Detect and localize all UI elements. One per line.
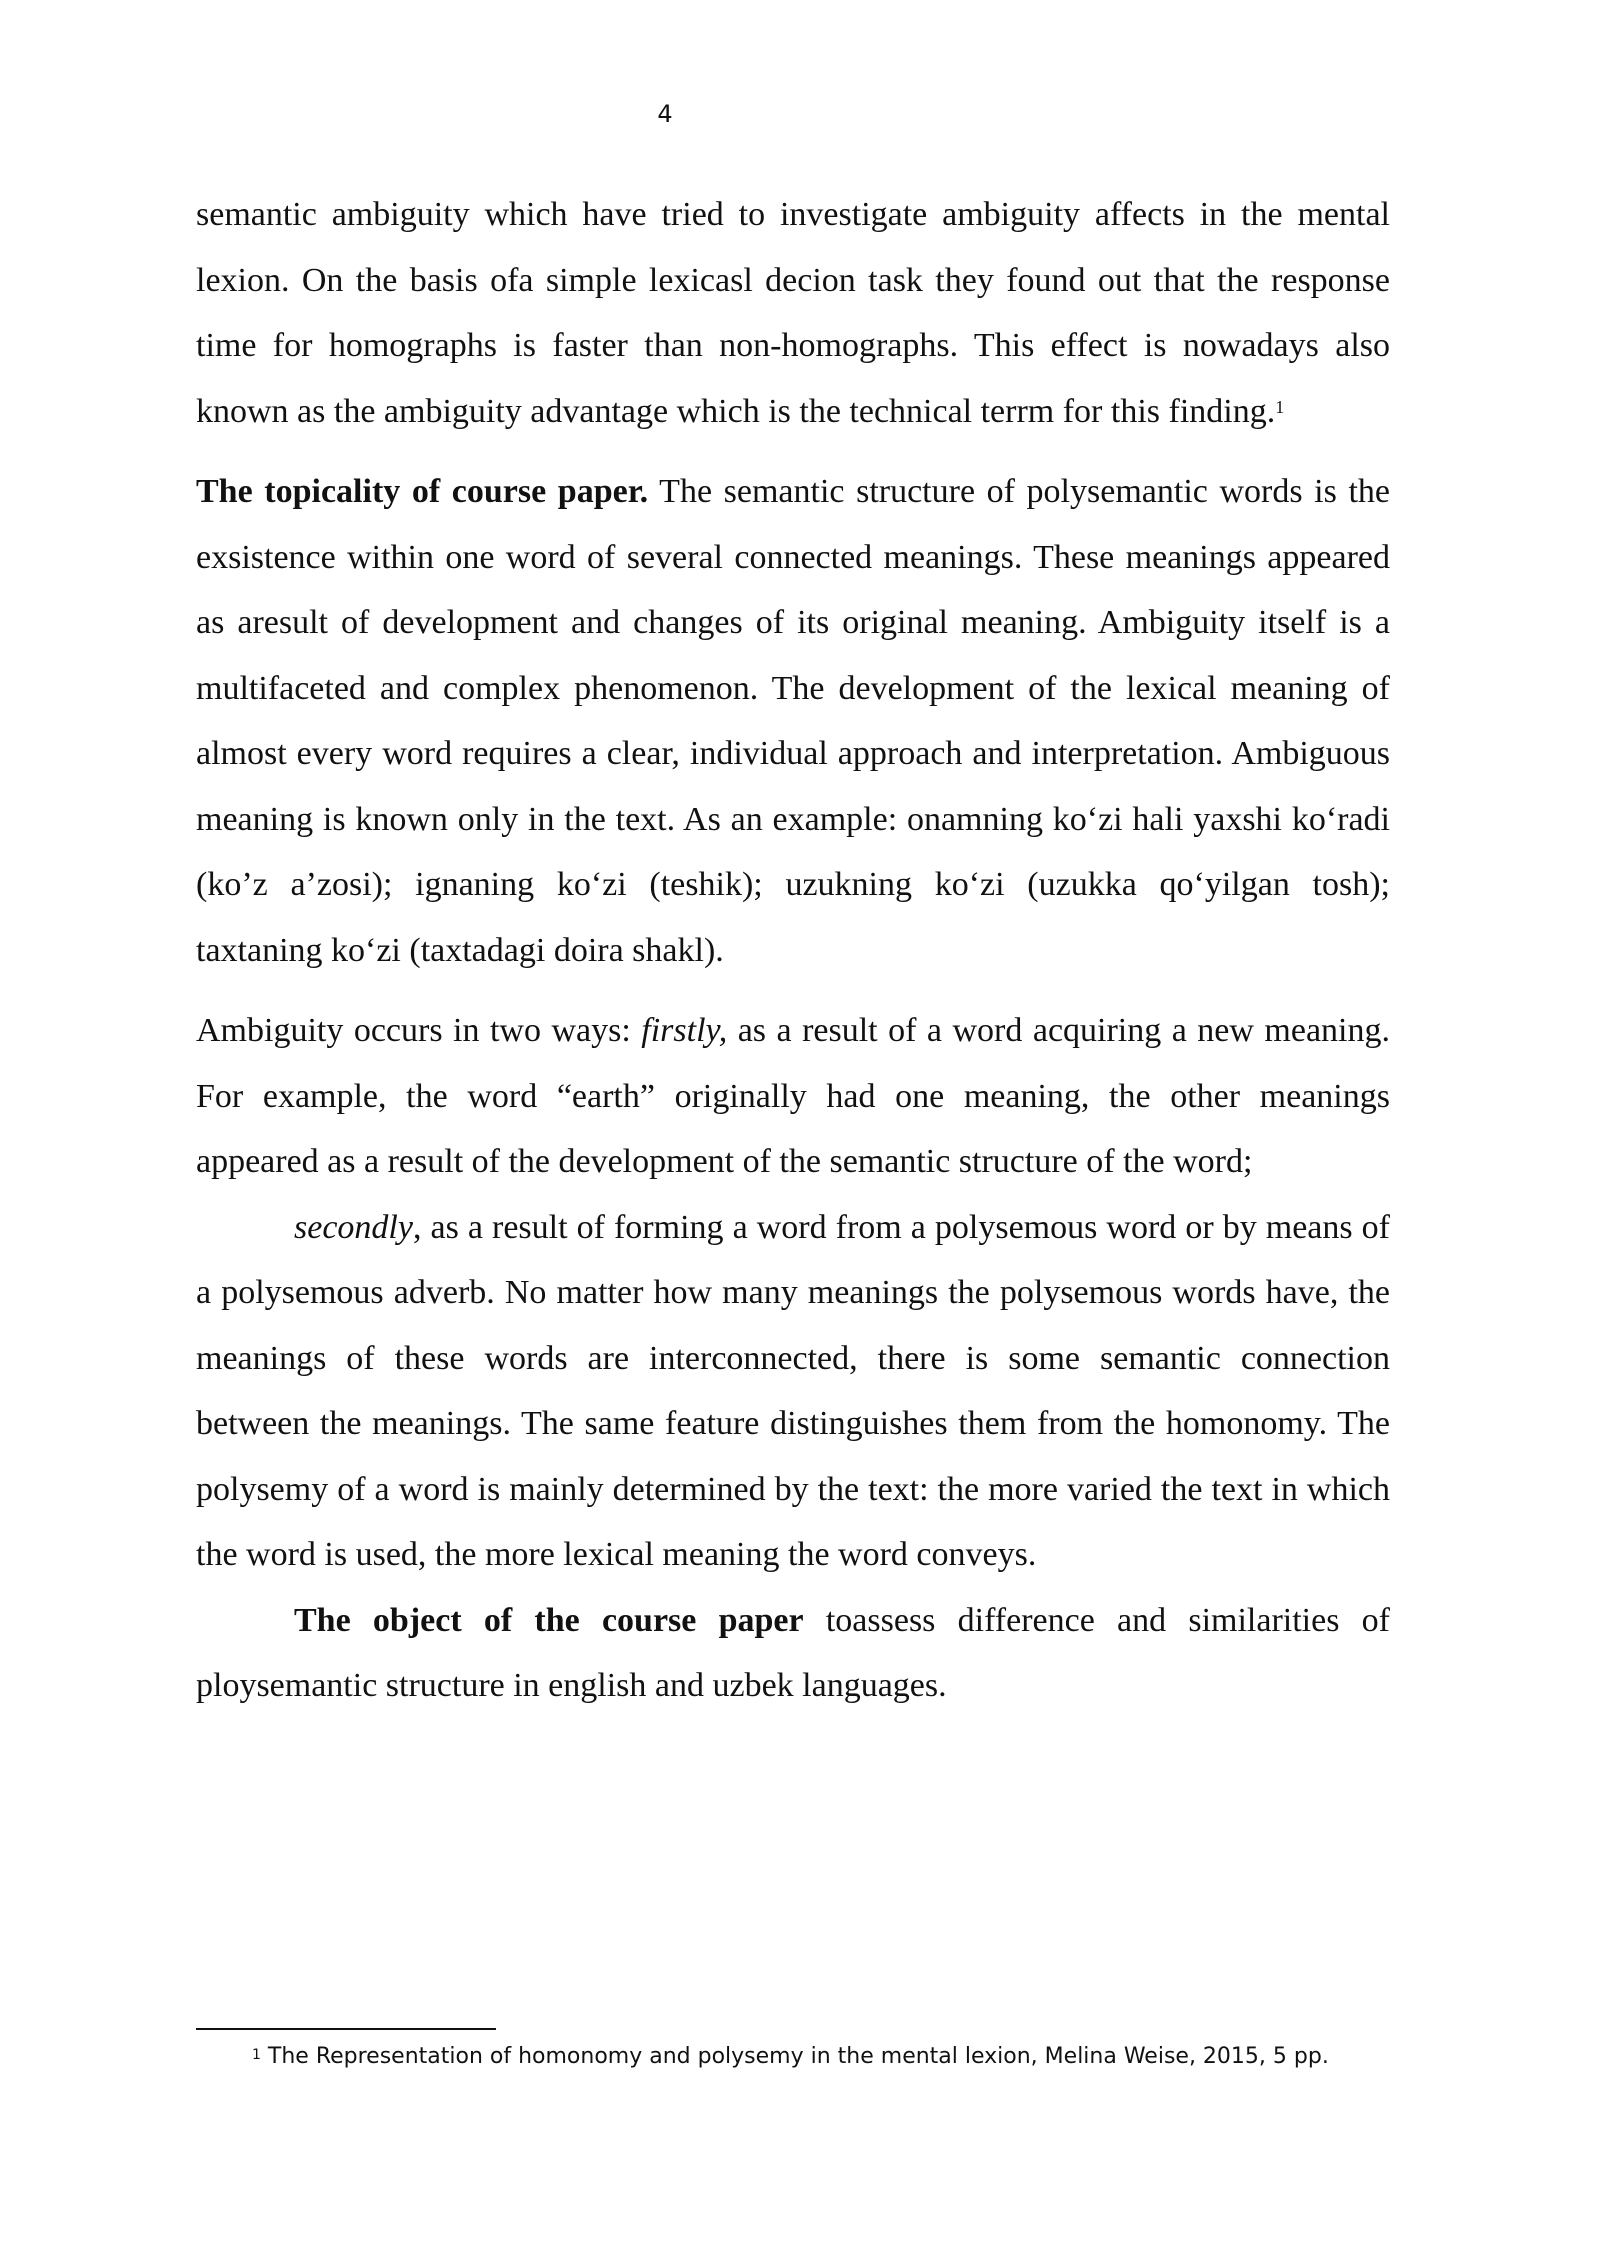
object-text: toassess difference and similarities of ploysemantic structure in english and uzbek languages. [196, 1601, 1390, 1704]
topicality-text: The semantic structure of polysemantic words is the exsistence within one word of several connected meanings. These meanings appeared as aresult of development and changes of its original meaning. Ambiguity itself is a multifaceted and complex phenomenon. The development of the lexical meaning of almost every word requires a clear, individual approach and interpretation. Ambiguous meaning is known only in the text. As an example: onamning ko‘zi hali yaxshi ko‘radi (ko’z a’zosi); ignaning ko‘zi (teshik); uzukning ko‘zi (uzukka qo‘yilgan tosh); taxtaning ko‘zi (taxtadagi doira shakl). [196, 473, 1390, 969]
topicality-heading: The topicality of course paper. [196, 473, 649, 510]
secondly-emphasis: secondly [294, 1208, 413, 1246]
footnote-reference: 1 [1275, 396, 1285, 417]
paragraph-ambiguity-ways [196, 998, 1390, 1195]
paragraph-object [196, 1588, 1390, 1719]
footnote-separator [196, 2028, 496, 2030]
document-body [196, 182, 1390, 1719]
firstly-emphasis: firstly, [641, 1012, 728, 1049]
paragraph-secondly [196, 1195, 1390, 1588]
secondly-text: , as a result of forming a word from a polysemous word or by means of a polysemous adverb. No matter how many meanings the polysemous words have, the meanings of these words are interconnected, there is some semantic connection between the meanings. The same feature distinguishes them from the homonomy. The polysemy of a word is mainly determined by the text: the more varied the text in which the word is used, the more lexical meaning the word conveys. [196, 1208, 1390, 1573]
object-heading: The object of the course paper [294, 1601, 804, 1639]
paragraph-intro-text: semantic ambiguity which have tried to investigate ambiguity affects in the mental lexion. On the basis ofa simple lexicasl decion task they found out that the response time for homographs is faster than non-homographs. This effect is nowadays also known as the ambiguity advantage which is the technical terrm for this finding. [196, 196, 1390, 430]
paragraph-topicality [196, 459, 1390, 983]
page-number: 4 [657, 100, 673, 128]
footnote-text: The Representation of homonomy and polysemy in the mental lexion, Melina Weise, 2015, 5 pp. [260, 2044, 1329, 2069]
footnote-marker: 1 [252, 2047, 261, 2063]
footnote [252, 2040, 1452, 2074]
ambiguity-first-text: as a result of a word acquiring a new meaning. For example, the word “earth” originally had one meaning, the other meanings appeared as a result of the development of the semantic structure of the word; [196, 1012, 1391, 1180]
ambiguity-lead: Ambiguity occurs in two ways: [196, 1012, 642, 1049]
paragraph-intro [196, 182, 1390, 444]
